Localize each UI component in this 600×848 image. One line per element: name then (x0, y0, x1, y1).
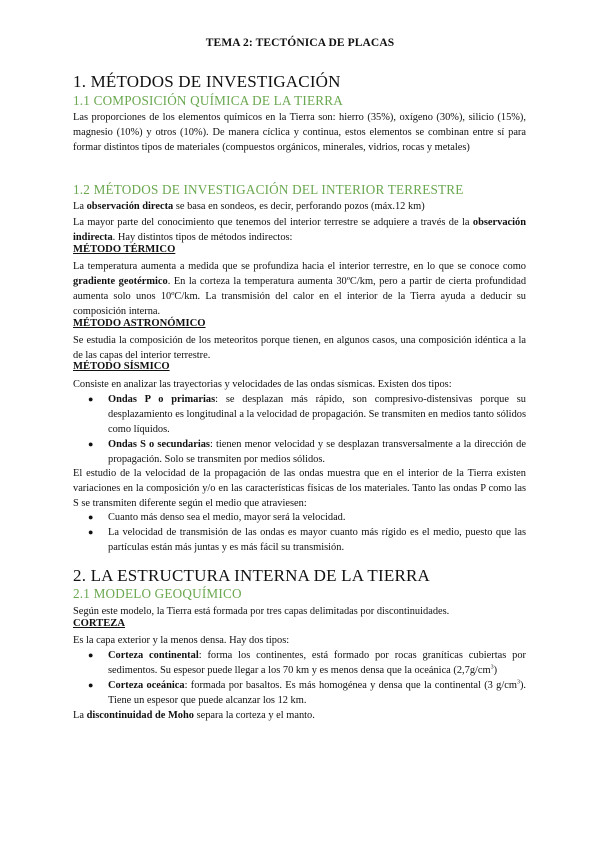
bold-term: observación directa (86, 201, 174, 212)
text-run: La (73, 710, 87, 721)
seismic-method-heading: MÉTODO SÍSMICO (73, 361, 170, 372)
list-item-continental-crust (108, 648, 526, 678)
geochemical-intro: Según este modelo, la Tierra está formada por tres capas delimitadas por discontinuidades. (73, 606, 450, 617)
text-run: La (73, 201, 87, 212)
astronomical-method-paragraph: Se estudia la composición de los meteoritos porque tienen, en algunos casos, una composición idéntica a la de las capas del interior terrestre. (73, 335, 526, 361)
crust-intro: Es la capa exterior y la menos densa. Hay dos tipos: (73, 635, 290, 646)
bullet-icon: ● (88, 512, 94, 522)
bold-term: Corteza continental (108, 650, 199, 661)
text-run: ) (493, 665, 498, 676)
section-2-1-heading: 2.1 MODELO GEOQUÍMICO (73, 586, 242, 601)
list-item-density: Cuanto más denso sea el medio, mayor será la velocidad. (108, 512, 346, 523)
list-item-s-waves (108, 437, 526, 467)
seismic-intro: Consiste en analizar las trayectorias y velocidades de las ondas sísmicas. Existen dos tipos: (73, 379, 452, 390)
bold-term: discontinuidad de Moho (86, 710, 194, 721)
text-run: ). Tiene un espesor que puede alcanzar los 12 km. (108, 680, 527, 706)
text-run: : formada por basaltos. Es más homogénea y densa que la continental (3 g/cm (184, 680, 517, 691)
text-run: separa la corteza y el manto. (193, 710, 315, 721)
bold-term: observación indirecta (73, 217, 526, 243)
composition-paragraph: Las proporciones de los elementos químicos en la Tierra son: hierro (35%), oxígeno (30%), silicio (15%), magnesio (10%) y otros (10%). De manera cíclica y continua, estos elementos se combinan entre sí para formar distintos tipos de materiales (compuestos orgánicos, minerales, vidrios, rocas y metales) (73, 112, 526, 153)
bullet-icon: ● (88, 394, 94, 404)
bold-term: Ondas P o primarias (108, 394, 216, 405)
moho-paragraph (73, 708, 526, 723)
section-1-2-heading: 1.2 MÉTODOS DE INVESTIGACIÓN DEL INTERIOR TERRESTRE (73, 182, 464, 197)
list-item-oceanic-crust (108, 678, 526, 708)
section-2-heading: 2. LA ESTRUCTURA INTERNA DE LA TIERRA (73, 566, 431, 585)
crust-heading: CORTEZA (73, 618, 126, 629)
astronomical-method-heading: MÉTODO ASTRONÓMICO (73, 318, 206, 329)
bold-term: gradiente geotérmico (73, 276, 168, 287)
text-run: . En la corteza la temperatura aumenta 30ºC/km, pero a partir de cierta profundidad aumenta solo unos 10ºC/km. La transmisión del calor en el interior de la Tierra ayuda a deducir su composición interna. (73, 276, 527, 317)
section-1-1-heading: 1.1 COMPOSICIÓN QUÍMICA DE LA TIERRA (73, 93, 343, 108)
superscript: 3 (516, 679, 520, 686)
superscript: 3 (490, 664, 494, 671)
indirect-observation-paragraph (73, 215, 526, 245)
seismic-study-paragraph: El estudio de la velocidad de la propagación de las ondas muestra que en el interior de la Tierra existen variaciones en la composición y/o en las características físicas de los materiales. Tanto las ondas P como las S se transmiten diferente según el medio que atraviesen: (73, 468, 526, 509)
text-run: La temperatura aumenta a medida que se profundiza hacia el interior terrestre, en lo que se conoce como (73, 261, 526, 272)
thermal-method-paragraph (73, 259, 526, 319)
bullet-icon: ● (88, 680, 94, 690)
bullet-icon: ● (88, 650, 94, 660)
list-item-rigidity: La velocidad de transmisión de las ondas es mayor cuanto más rígido es el medio, puesto que las partículas están más juntas y es más fácil su transmisión. (108, 527, 526, 553)
direct-observation-paragraph (73, 199, 526, 214)
document-title: TEMA 2: TECTÓNICA DE PLACAS (205, 37, 395, 49)
section-1-heading: 1. MÉTODOS DE INVESTIGACIÓN (73, 72, 341, 91)
text-run: . Hay distintos tipos de métodos indirectos: (112, 232, 293, 243)
thermal-method-heading: MÉTODO TÉRMICO (73, 244, 176, 255)
text-run: : se desplazan más rápido, son compresivo-distensivas porque su desplazamiento es longitudinal a la velocidad de propagación. Se transmiten en medios tanto sólidos como líquidos. (108, 394, 526, 435)
text-run: : tienen menor velocidad y se desplazan transversalmente a la dirección de propagación. Solo se transmiten por medios sólidos. (108, 439, 526, 465)
text-run: : forma los continentes, está formado por rocas graníticas cubiertas por sedimentos. Su espesor puede llegar a los 70 km y es menos densa que la oceánica (2,7g/cm (108, 650, 526, 676)
text-run: La mayor parte del conocimiento que tenemos del interior terrestre se adquiere a través de la (73, 217, 473, 228)
bullet-icon: ● (88, 527, 94, 537)
bullet-icon: ● (88, 439, 94, 449)
list-item-p-waves (108, 392, 526, 437)
bold-term: Corteza oceánica (108, 680, 185, 691)
text-run: se basa en sondeos, es decir, perforando pozos (máx.12 km) (173, 201, 425, 212)
bold-term: Ondas S o secundarias (108, 439, 210, 450)
